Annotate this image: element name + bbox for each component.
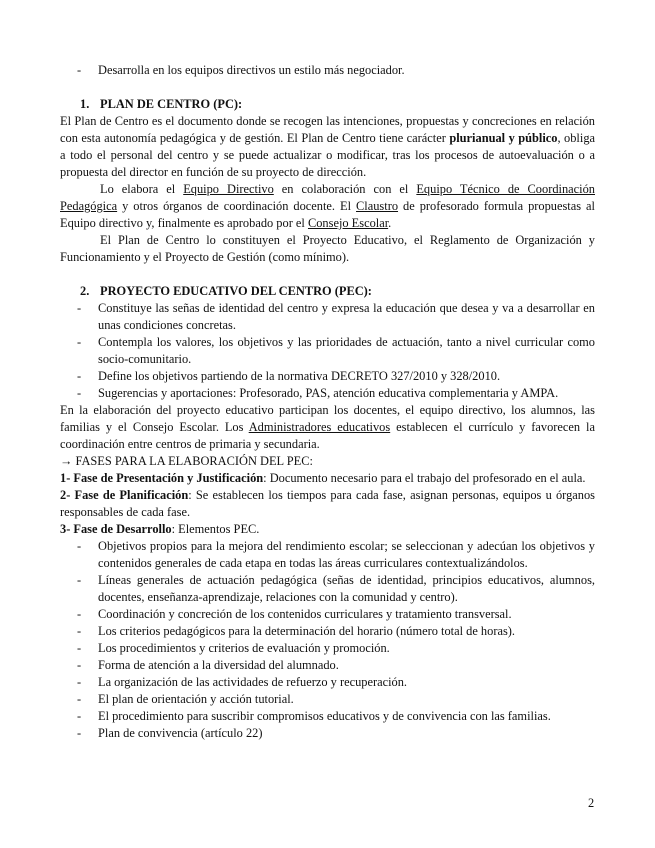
list-dash: - — [77, 658, 82, 672]
list-item — [60, 538, 595, 572]
list-item — [60, 674, 595, 691]
list-item-text: Plan de convivencia (artículo 22) — [98, 726, 263, 740]
list-dash: - — [77, 301, 82, 315]
list-item-text: El procedimiento para suscribir compromisos educativos y de convivencia con las familias. — [98, 709, 551, 723]
text-run: El Plan de Centro es el documento donde se recogen las intenciones, propuestas y concreciones en relación con esta autonomía pedagógica y de gestión. El Plan de Centro tiene carácter — [60, 114, 595, 145]
list-item — [60, 334, 595, 368]
text-run: de profesorado formula propuestas al Equipo directivo y, finalmente es aprobado por el — [60, 199, 595, 230]
phase-text: : Se establecen los tiempos para cada fase, asignan personas, equipos u órganos responsables de cada fase. — [60, 488, 595, 519]
text-run: establecen el currículo y favorecen la coordinación entre centros de primaria y secundaria. — [60, 420, 595, 451]
list-item — [60, 300, 595, 334]
list-item — [60, 62, 595, 79]
text-run: y otros órganos de coordinación docente. El — [117, 199, 357, 213]
phase-text: : Documento necesario para el trabajo del profesorado en el aula. — [263, 471, 586, 485]
text-run: , obliga a todo el personal del centro y se puede actualizar o modificar, tras los procesos de autoevaluación o a propuesta del director en función de su proyecto de dirección. — [60, 131, 596, 179]
list-dash: - — [77, 386, 82, 400]
section-number: 2. — [80, 284, 90, 298]
text-run: En la elaboración del proyecto educativo participan los docentes, el equipo directivo, los alumnos, las familias y el Consejo Escolar. Los — [60, 403, 595, 434]
page-number: 2 — [588, 796, 595, 810]
section-title: PROYECTO EDUCATIVO DEL CENTRO (PEC): — [100, 284, 372, 298]
list-item-text: Define los objetivos partiendo de la normativa DECRETO 327/2010 y 328/2010. — [98, 369, 501, 383]
text-run: en colaboración con el — [273, 182, 417, 196]
list-item — [60, 657, 595, 674]
list-item-text: Forma de atención a la diversidad del alumnado. — [98, 658, 339, 672]
phase-3 — [60, 521, 595, 538]
list-item-text: Líneas generales de actuación pedagógica (señas de identidad, principios educativos, alumnos, docentes, enseñanza-aprendizaje, relaciones con la comunidad y centro). — [98, 573, 595, 604]
list-item-text: Objetivos propios para la mejora del rendimiento escolar; se seleccionan y adecúan los objetivos y contenidos generales de cada etapa en todas las áreas curriculares contextualizándolos. — [98, 539, 595, 570]
underlined-run: Consejo Escolar — [307, 216, 389, 230]
list-dash: - — [77, 709, 82, 723]
list-item-text: Desarrolla en los equipos directivos un estilo más negociador. — [98, 63, 405, 77]
phase-2 — [60, 487, 595, 521]
list-item — [60, 708, 595, 725]
list-dash: - — [77, 607, 82, 621]
list-item-text: Coordinación y concreción de los contenidos curriculares y tratamiento transversal. — [98, 607, 512, 621]
list-dash: - — [77, 539, 82, 553]
underlined-run: Equipo Técnico de Coordinación Pedagógica — [60, 182, 595, 213]
list-dash: - — [77, 335, 82, 349]
list-item — [60, 606, 595, 623]
elaboration-paragraph — [60, 181, 595, 232]
list-item — [60, 385, 595, 402]
list-item-text: Los criterios pedagógicos para la determinación del horario (número total de horas). — [98, 624, 515, 638]
section-title: PLAN DE CENTRO (PC): — [100, 97, 243, 111]
phase-label: 3- Fase de Desarrollo — [60, 522, 172, 536]
phases-heading: → FASES PARA LA ELABORACIÓN DEL PEC: — [60, 454, 313, 468]
list-dash: - — [77, 675, 82, 689]
composition-paragraph: El Plan de Centro lo constituyen el Proyecto Educativo, el Reglamento de Organización y Funcionamiento y el Proyecto de Gestión (como mínimo). — [60, 233, 595, 264]
participants-paragraph — [60, 402, 595, 453]
phase-1 — [60, 470, 595, 487]
list-item — [60, 640, 595, 657]
list-item-text: El plan de orientación y acción tutorial. — [98, 692, 294, 706]
underlined-run: Administradores educativos — [248, 420, 391, 434]
bold-run: plurianual y público — [449, 131, 558, 145]
list-dash: - — [77, 641, 82, 655]
section-number: 1. — [80, 97, 90, 111]
phase-text: : Elementos PEC. — [171, 522, 260, 536]
list-dash: - — [77, 726, 82, 740]
text-run: . — [388, 216, 392, 230]
list-item — [60, 623, 595, 640]
list-item — [60, 725, 595, 742]
list-dash: - — [77, 573, 82, 587]
list-dash: - — [77, 369, 82, 383]
list-dash: - — [77, 692, 82, 706]
phase-label: 1- Fase de Presentación y Justificación — [60, 471, 264, 485]
list-item-text: Contempla los valores, los objetivos y las prioridades de actuación, tanto a nivel curricular como socio-comunitario. — [98, 335, 595, 366]
plan-centro-paragraph — [60, 113, 595, 181]
list-item-text: Constituye las señas de identidad del centro y expresa la educación que desea y va a desarrollar en unas condiciones concretas. — [98, 301, 595, 332]
phase-label: 2- Fase de Planificación — [60, 488, 189, 502]
list-dash: - — [77, 63, 82, 77]
pec-list — [60, 300, 595, 402]
text-run: Lo elabora el — [100, 182, 184, 196]
list-item-text: La organización de las actividades de refuerzo y recuperación. — [98, 675, 408, 689]
underlined-run: Equipo Directivo — [183, 182, 274, 196]
list-item — [60, 572, 595, 606]
section-1-heading — [60, 96, 595, 113]
underlined-run: Claustro — [356, 199, 399, 213]
list-item-text: Los procedimientos y criterios de evaluación y promoción. — [98, 641, 390, 655]
section-2-heading — [60, 283, 595, 300]
document-page — [60, 62, 595, 742]
list-item — [60, 691, 595, 708]
list-item — [60, 368, 595, 385]
pec-elements-list — [60, 538, 595, 742]
list-item-text: Sugerencias y aportaciones: Profesorado, PAS, atención educativa complementaria y AMPA. — [98, 386, 559, 400]
list-dash: - — [77, 624, 82, 638]
